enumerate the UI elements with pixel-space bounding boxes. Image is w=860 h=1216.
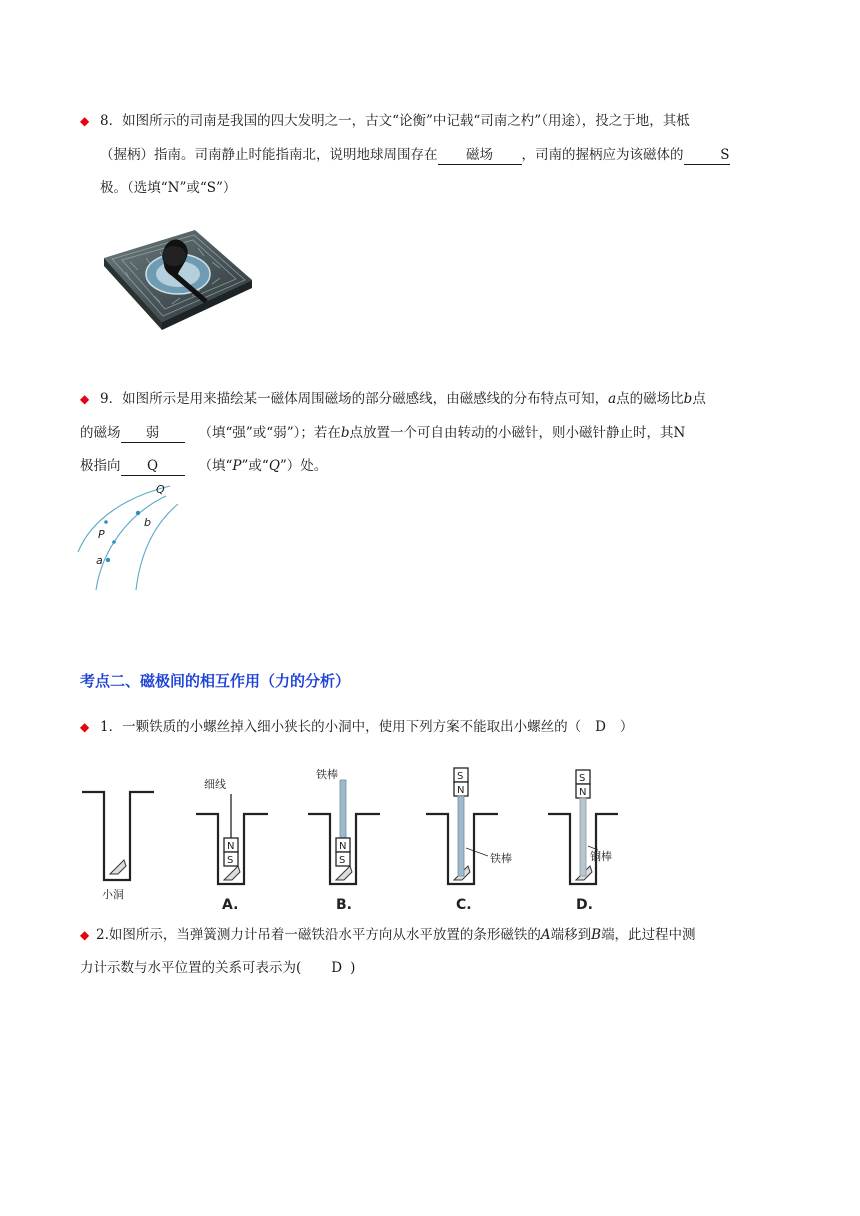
sinan-compass-image — [100, 218, 256, 330]
q8-line2-text-a: （握柄）指南。司南静止时能指南北，说明地球周围存在 — [100, 147, 438, 163]
q9-line1-text-c: 点 — [692, 391, 706, 407]
label-thread: 细线 — [204, 778, 226, 791]
s2q1-text: 1．一颗铁质的小螺丝掉入细小狭长的小洞中，使用下列方案不能取出小螺丝的（ — [100, 719, 582, 735]
B-magnet-N: N — [339, 841, 347, 852]
label-hole: 小洞 — [102, 888, 124, 901]
s2q2-line1-text-a: 2.如图所示，当弹簧测力计吊着一磁铁沿水平方向从水平放置的条形磁铁的 — [96, 927, 541, 943]
hole-experiment-figure — [78, 762, 618, 914]
s2q2-line1-text-c: 端，此过程中测 — [601, 927, 696, 943]
s2q2-answer: D — [331, 960, 343, 976]
s2q1-bullet: ◆ — [80, 720, 90, 734]
label-copper-rod: 铜棒 — [590, 850, 612, 863]
q9-line2-text-c: 点放置一个可自由转动的小磁针，则小磁针静止时，其N — [349, 425, 686, 441]
q9-line3-text-b: （填“ — [198, 458, 233, 474]
D-magnet-S: S — [579, 773, 586, 784]
s2q1-line — [100, 717, 633, 737]
field-lines-figure — [74, 480, 184, 592]
q9-line3-text-d: ”）处。 — [279, 458, 328, 474]
label-b: b — [144, 516, 151, 529]
q8-answer2: S — [684, 147, 730, 165]
field-point-upper — [104, 520, 108, 524]
s2q2-var-B: B — [591, 927, 602, 943]
A-magnet-S: S — [227, 855, 234, 866]
q8-answer1: 磁场 — [438, 147, 522, 165]
q9-bullet: ◆ — [80, 392, 90, 406]
s2q2-line2 — [80, 958, 355, 978]
q9-line1-text-b: 点的磁场比 — [616, 391, 684, 407]
q9-line2-text-a: 的磁场 — [80, 425, 121, 441]
section-heading: 考点二、磁极间的相互作用（力的分析） — [80, 672, 351, 690]
q9-answer1: 弱 — [121, 425, 185, 443]
B-magnet-S: S — [339, 855, 346, 866]
field-point-b — [136, 511, 140, 515]
q9-line3 — [80, 456, 327, 476]
q8-line1: 8．如图所示的司南是我国的四大发明之一，古文“论衡”中记载“司南之杓”（用途），投之于地，其柢 — [100, 113, 690, 129]
q9-line1 — [100, 389, 706, 409]
C-magnet-S: S — [457, 771, 464, 782]
D-magnet-N: N — [579, 787, 587, 798]
field-line-inner — [136, 504, 178, 590]
s2q1-close: ） — [619, 719, 634, 735]
q8-line2-text-b: ，司南的握柄应为该磁体的 — [521, 147, 684, 163]
option-C: C. — [456, 897, 472, 913]
option-B: B. — [336, 897, 352, 913]
q8-line2 — [100, 145, 730, 165]
s2q2-line2-text: 力计示数与水平位置的关系可表示为( — [80, 960, 302, 976]
label-iron-rod-B: 铁棒 — [316, 768, 338, 781]
C-magnet-N: N — [457, 785, 465, 796]
s2q2-line1 — [96, 925, 696, 945]
screw-icon — [110, 860, 592, 880]
field-line-middle — [96, 496, 166, 590]
q8-line3: 极。（选填“N”或“S”） — [100, 180, 237, 196]
q9-var-P: P — [232, 458, 242, 474]
label-a: a — [96, 554, 103, 567]
field-point-a — [106, 558, 110, 562]
field-point-mid — [112, 540, 116, 544]
q9-var-Q: Q — [268, 458, 280, 474]
label-Q: Q — [156, 483, 165, 496]
q9-var-a: a — [608, 391, 617, 407]
q9-line2-text-b: （填“强”或“弱”）；若在 — [198, 425, 341, 441]
q9-var-b2: b — [340, 425, 350, 441]
option-D: D. — [576, 897, 593, 913]
q9-line1-text-a: 9．如图所示是用来描绘某一磁体周围磁场的部分磁感线，由磁感线的分布特点可知， — [100, 391, 609, 407]
option-A: A. — [222, 897, 239, 913]
q9-line3-text-a: 极指向 — [80, 458, 121, 474]
s2q1-answer: D — [595, 719, 606, 735]
q8-bullet: ◆ — [80, 114, 90, 128]
q9-line3-text-c: ”或“ — [241, 458, 269, 474]
s2q2-bullet: ◆ — [80, 928, 90, 942]
s2q2-close: ) — [350, 960, 356, 976]
label-P: P — [98, 528, 105, 541]
label-iron-rod-C: 铁棒 — [490, 852, 512, 865]
q9-answer2: Q — [121, 458, 185, 476]
q9-line2 — [80, 423, 685, 443]
s2q2-line1-text-b: 端移到 — [550, 927, 592, 943]
q9-var-b: b — [683, 391, 693, 407]
A-magnet-N: N — [227, 841, 235, 852]
s2q2-var-A: A — [540, 927, 551, 943]
